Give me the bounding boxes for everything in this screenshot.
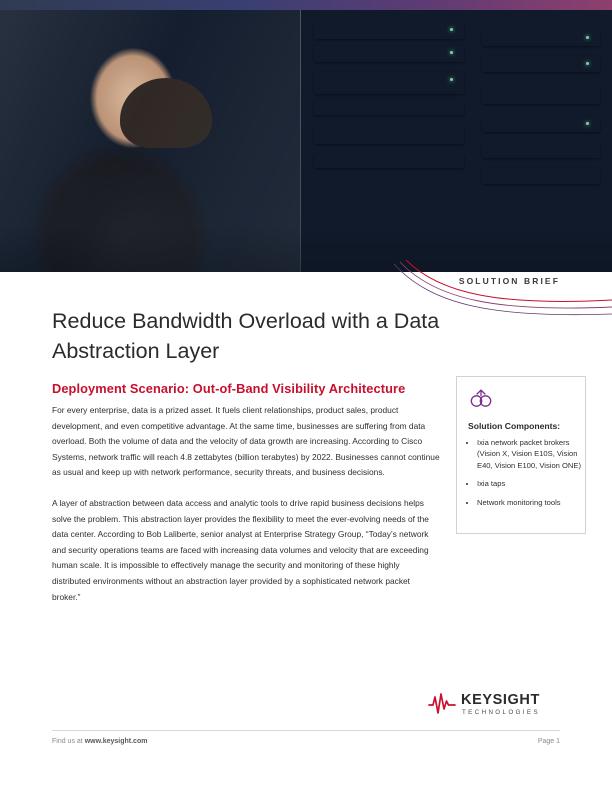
body-paragraph: For every enterprise, data is a prized asset. It fuels client relationships, product sales, product development, and even competitive advantage. At the same time, businesses are suffering from data overload. Both the volume of data and the velocity of data growth are increasing. According to Cisco Systems, network traffic will reach 4.8 zettabytes (billion terabytes) by 2022. Businesses cannot continue as usual and keep up with network performance, security threats, and business decisions. — [52, 405, 440, 478]
solution-components-title: Solution Components: — [468, 421, 561, 431]
keysight-logo — [428, 690, 560, 720]
body-paragraph: A layer of abstraction between data access and analytic tools to drive rapid business decisions helps solve the problem. This abstraction layer provides the flexibility to meet the ever-evolving needs of the data center. According to Bob Laliberte, senior analyst at Enterprise Strategy Group, “Today’s network and security operations teams are faced with increasing data volumes and velocity that are exceeding human scale. It is impossible to effectively manage the security and monitoring of these highly distributed environments without an abstraction layer provided by a sophisticated network packet broker.” — [52, 497, 429, 602]
solution-components-list — [468, 437, 587, 515]
keysight-logo-tagline: TECHNOLOGIES — [462, 709, 540, 716]
hero-top-color-bar — [0, 0, 612, 10]
footer-divider — [52, 730, 560, 731]
hero-image — [0, 0, 612, 272]
hero-bottom-fade — [0, 226, 612, 272]
keysight-logo-name: KEYSIGHT — [461, 692, 540, 708]
section-subhead: Deployment Scenario: Out-of-Band Visibility Architecture — [52, 381, 406, 396]
footer-find-us — [52, 738, 147, 745]
solution-components-icon — [468, 387, 494, 413]
page-title: Reduce Bandwidth Overload with a Data Abstraction Layer — [52, 309, 440, 364]
list-item: • Ixia network packet brokers (Vision X, Vision E10S, Vision E40, Vision E100, Vision ONE) — [477, 437, 587, 471]
keysight-wave-icon — [428, 692, 456, 716]
list-item: • Ixia taps — [477, 478, 587, 489]
body-text — [52, 403, 440, 620]
list-item: • Network monitoring tools — [477, 497, 587, 508]
solution-components-box — [456, 376, 586, 534]
footer-page-number: Page 1 — [537, 738, 560, 745]
footer-url[interactable]: www.keysight.com — [84, 738, 148, 745]
document-category-label: SOLUTION BRIEF — [458, 276, 560, 286]
footer-find-us-prefix: Find us at — [52, 738, 85, 745]
